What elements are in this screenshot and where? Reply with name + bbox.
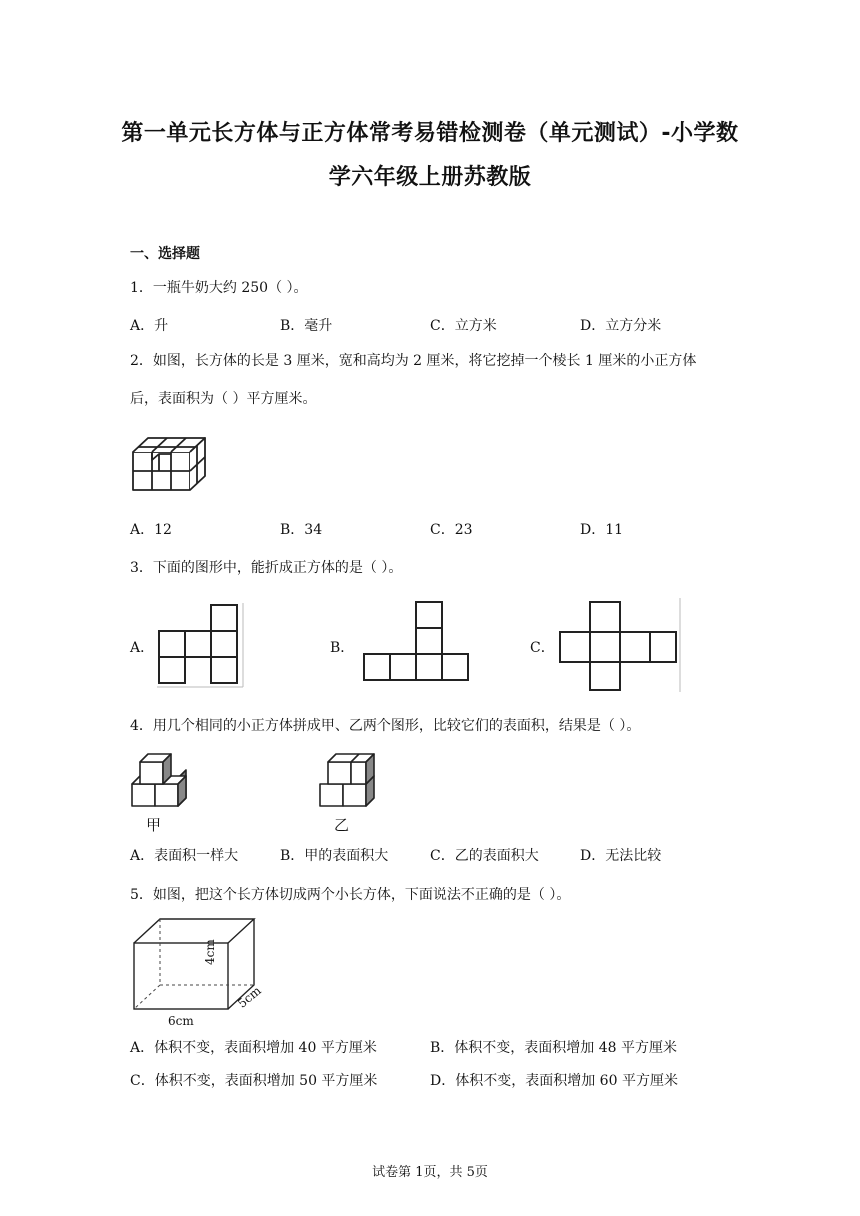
q5-height-label: 4cm (203, 939, 217, 965)
page-title-line2: 学六年级上册苏教版 (328, 165, 532, 190)
q5-option-a: A．体积不变，表面积增加 40 平方厘米 (130, 1040, 377, 1056)
q2-option-b: B．34 (280, 522, 323, 538)
q2-option-c: C．23 (430, 522, 473, 538)
q4-option-d: D．无法比较 (580, 848, 662, 864)
question-1: 1．一瓶牛奶大约 250（ ）。 (130, 280, 308, 296)
q4-option-b: B．甲的表面积大 (280, 848, 389, 864)
q5-option-d: D．体积不变，表面积增加 60 平方厘米 (430, 1073, 678, 1089)
q4-label-jia: 甲 (146, 816, 162, 834)
question-4: 4．用几个相同的小正方体拼成甲、乙两个图形，比较它们的表面积，结果是（ ）。 (130, 718, 641, 734)
q3-label-c: C． (530, 640, 555, 656)
q3-label-a: A． (130, 640, 155, 656)
q3-net-c (556, 598, 684, 694)
q4-figure-yi (318, 748, 382, 810)
q3-net-a (155, 603, 245, 689)
q1-option-b: B．毫升 (280, 318, 333, 334)
q5-option-c: C．体积不变，表面积增加 50 平方厘米 (130, 1073, 378, 1089)
q4-option-a: A．表面积一样大 (130, 848, 239, 864)
q4-option-c: C．乙的表面积大 (430, 848, 539, 864)
q1-option-c: C．立方米 (430, 318, 497, 334)
question-2-line2: 后，表面积为（ ）平方厘米。 (130, 391, 317, 407)
q3-label-b: B． (330, 640, 355, 656)
page-title-line1: 第一单元长方体与正方体常考易错检测卷（单元测试）-小学数 (121, 121, 739, 146)
q4-label-yi: 乙 (334, 816, 350, 834)
q2-option-d: D．11 (580, 522, 624, 538)
question-3: 3．下面的图形中，能折成正方体的是（ ）。 (130, 560, 403, 576)
q1-option-d: D．立方分米 (580, 318, 662, 334)
q5-width-label: 5cm (235, 983, 264, 1011)
q2-option-a: A．12 (130, 522, 172, 538)
question-2-line1: 2．如图，长方体的长是 3 厘米，宽和高均为 2 厘米，将它挖掉一个棱长 1 厘米的小正方体 (130, 353, 697, 369)
q5-option-b: B．体积不变，表面积增加 48 平方厘米 (430, 1040, 678, 1056)
q4-figure-jia (130, 748, 194, 810)
section-heading: 一、选择题 (130, 246, 200, 262)
q1-option-a: A．升 (130, 318, 169, 334)
q3-net-b (362, 600, 474, 684)
page-footer: 试卷第 1页，共 5页 (372, 1165, 488, 1180)
question-5: 5．如图，把这个长方体切成两个小长方体，下面说法不正确的是（ ）。 (130, 887, 571, 903)
q5-length-label: 6cm (168, 1014, 194, 1028)
q2-cuboid-figure (130, 434, 210, 494)
